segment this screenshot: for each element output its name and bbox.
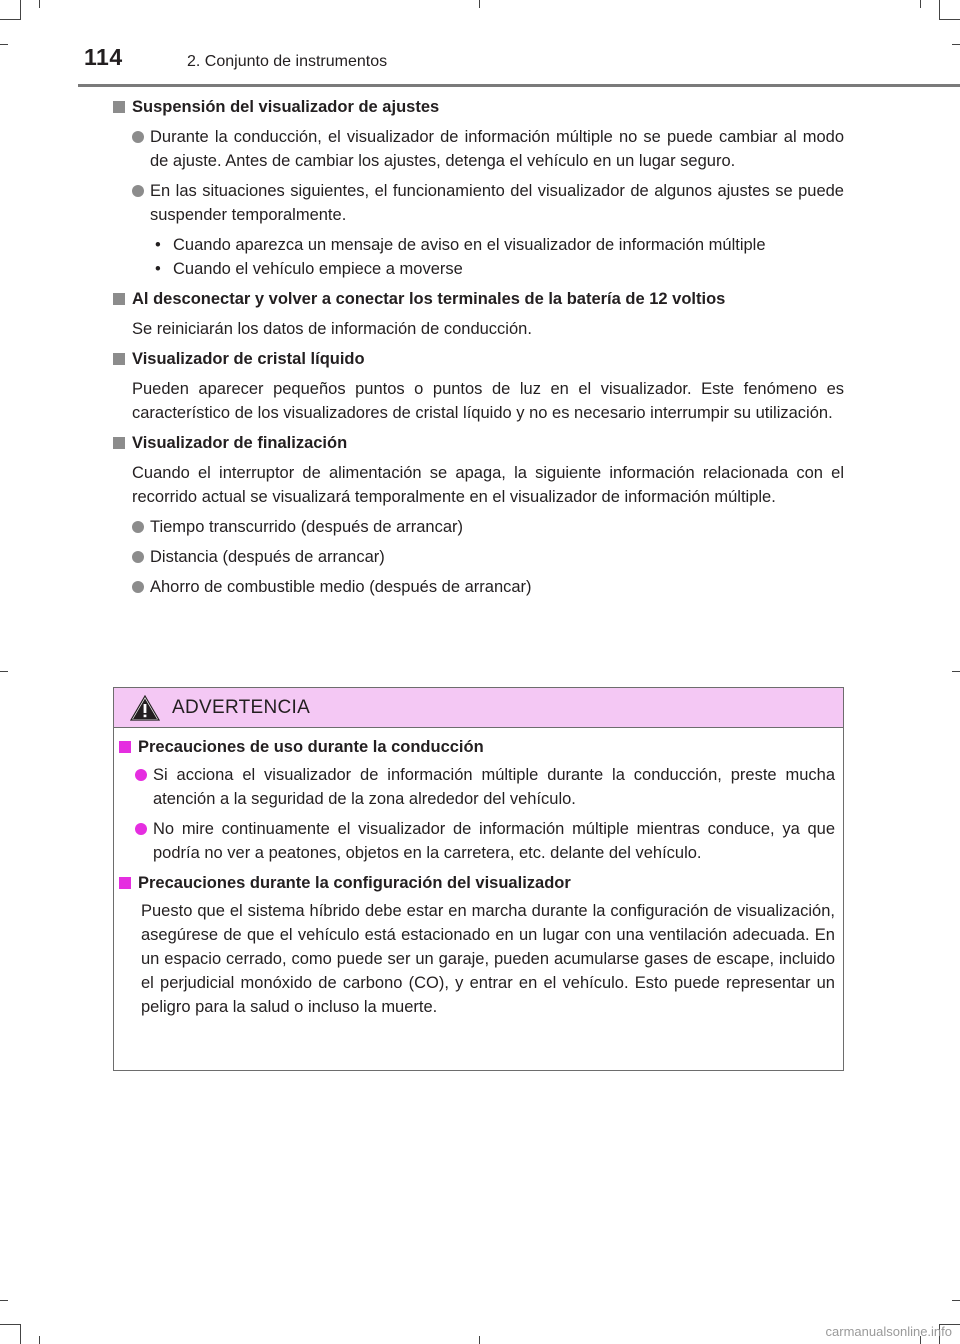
section-title: Al desconectar y volver a conectar los terminales de la batería de 12 voltios: [132, 290, 726, 308]
circle-bullet-icon: [132, 581, 144, 593]
list-item-text: Tiempo transcurrido (después de arrancar): [150, 518, 464, 536]
crop-mark: [939, 0, 940, 20]
sub-list-item-text: Cuando aparezca un mensaje de aviso en el visualizador de información múltiple: [173, 236, 766, 254]
section-heading: [113, 347, 844, 371]
section-text: Pueden aparecer pequeños puntos o puntos de luz en el visualizador. Este fenómeno es característico de los visualizadores de cristal líquido y no es necesario interrumpir su utilización.: [132, 380, 844, 422]
circle-bullet-icon: [135, 769, 147, 781]
list-item-text: No mire continuamente el visualizador de información múltiple mientras conduce, ya que podría no ver a peatones, objetos en la carretera, etc. delante del vehículo.: [153, 820, 835, 862]
section-text: Puesto que el sistema híbrido debe estar en marcha durante la configuración de visualización, asegúrese de que el vehículo está estacionado en un lugar con una ventilación adecuada. En un espacio cerrado, como puede ser un garaje, pueden acumularse gases de escape, incluido el perjudicial monóxido de carbono (CO), y entrar en el vehículo. Esto puede representar un peligro para la salud o incluso la muerte.: [141, 902, 835, 1016]
list-item-text: Si acciona el visualizador de información múltiple durante la conducción, preste mucha atención a la seguridad de la zona alrededor del vehículo.: [153, 766, 835, 808]
section-title: Precauciones durante la configuración del visualizador: [138, 874, 571, 892]
circle-bullet-icon: [135, 823, 147, 835]
square-bullet-icon: [113, 437, 125, 449]
crop-mark: [0, 671, 8, 672]
crop-mark: [20, 0, 21, 20]
header-rule: [78, 84, 960, 87]
crop-mark: [479, 0, 480, 8]
dot-marker-icon: •: [155, 236, 161, 254]
list-item: [132, 515, 844, 539]
main-content: [113, 95, 844, 605]
list-item-text: Durante la conducción, el visualizador de información múltiple no se puede cambiar al modo de ajuste. Antes de cambiar los ajustes, detenga el vehículo en un lugar seguro.: [150, 128, 844, 170]
section-heading: [113, 287, 844, 311]
sub-list-item: [155, 233, 844, 257]
sub-list: [113, 233, 844, 281]
crop-mark: [39, 0, 40, 8]
warning-body: [114, 728, 843, 1019]
list-item: [135, 763, 835, 811]
page-number: 114: [84, 44, 123, 70]
square-bullet-icon: [119, 877, 131, 889]
list-item-text: Ahorro de combustible medio (después de arrancar): [150, 578, 532, 596]
section-title: Precauciones de uso durante la conducción: [138, 738, 484, 756]
crop-mark: [39, 1336, 40, 1344]
crop-mark: [952, 671, 960, 672]
crop-mark: [479, 1336, 480, 1344]
sub-list-item-text: Cuando el vehículo empiece a moverse: [173, 260, 463, 278]
crop-mark: [920, 0, 921, 8]
crop-mark: [952, 44, 960, 45]
list-item-text: Distancia (después de arrancar): [150, 548, 385, 566]
crop-mark: [940, 19, 960, 20]
crop-mark: [0, 19, 20, 20]
section-title: Visualizador de cristal líquido: [132, 350, 365, 368]
section-heading: [113, 431, 844, 455]
square-bullet-icon: [113, 293, 125, 305]
circle-bullet-icon: [132, 521, 144, 533]
circle-bullet-icon: [132, 551, 144, 563]
list-item: [135, 817, 835, 865]
square-bullet-icon: [119, 741, 131, 753]
warning-box: [113, 687, 844, 1071]
square-bullet-icon: [113, 101, 125, 113]
sub-list-item: [155, 257, 844, 281]
crop-mark: [952, 1300, 960, 1301]
list-item-text: En las situaciones siguientes, el funcionamiento del visualizador de algunos ajustes se puede suspender temporalmente.: [150, 182, 844, 224]
section-title: Suspensión del visualizador de ajustes: [132, 98, 440, 116]
list-item: [132, 545, 844, 569]
crop-mark: [0, 1300, 8, 1301]
section-heading: [119, 871, 835, 895]
crop-mark: [0, 1324, 20, 1325]
list-item: [132, 575, 844, 599]
section-heading: [113, 95, 844, 119]
square-bullet-icon: [113, 353, 125, 365]
circle-bullet-icon: [132, 131, 144, 143]
section-title: Visualizador de finalización: [132, 434, 348, 452]
warning-title: ADVERTENCIA: [172, 696, 311, 718]
crop-mark: [20, 1324, 21, 1344]
warning-triangle-icon: [130, 695, 160, 721]
crop-mark: [0, 44, 8, 45]
section-heading: [119, 735, 835, 759]
list-item: [132, 125, 844, 173]
circle-bullet-icon: [132, 185, 144, 197]
warning-header: [114, 688, 843, 728]
dot-marker-icon: •: [155, 260, 161, 278]
list-item: [132, 179, 844, 227]
chapter-title: 2. Conjunto de instrumentos: [187, 53, 388, 70]
watermark: carmanualsonline.info: [825, 1324, 952, 1339]
section-text: Se reiniciarán los datos de información de conducción.: [132, 320, 532, 338]
section-text: Cuando el interruptor de alimentación se apaga, la siguiente información relacionada con el recorrido actual se visualizará temporalmente en el visualizador de información múltiple.: [132, 464, 844, 506]
